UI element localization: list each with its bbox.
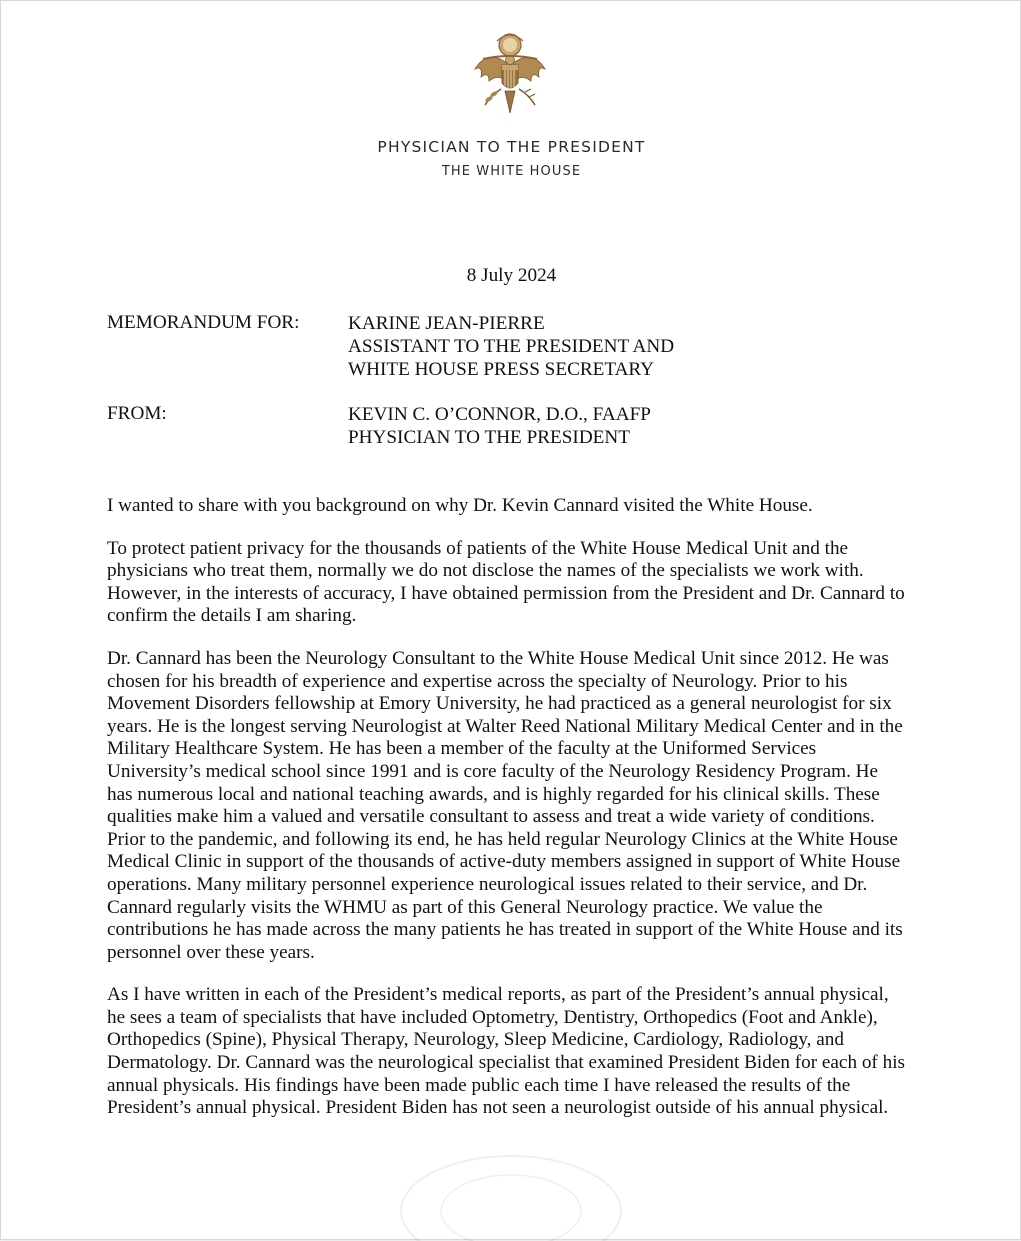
presidential-seal-icon bbox=[467, 29, 553, 121]
recipient-line: ASSISTANT TO THE PRESIDENT AND bbox=[348, 336, 675, 357]
sender-line: PHYSICIAN TO THE PRESIDENT bbox=[348, 427, 630, 448]
memo-for-recipient bbox=[348, 312, 674, 381]
memo-for-label: MEMORANDUM FOR: bbox=[107, 312, 300, 333]
body-paragraph: I wanted to share with you background on why Dr. Kevin Cannard visited the White House. bbox=[107, 495, 813, 516]
watermark-icon bbox=[391, 1151, 631, 1241]
letterhead-title: PHYSICIAN TO THE PRESIDENT bbox=[377, 138, 646, 156]
body-paragraph: To protect patient privacy for the thousands of patients of the White House Medical Unit and the physicians who treat them, normally we do not disclose the names of the specialists we work with. However, in the interests of accuracy, I have obtained permission from the President and Dr. Cannard to confirm the details I am sharing. bbox=[107, 537, 905, 627]
memo-from-label: FROM: bbox=[107, 403, 167, 424]
memo-from-sender bbox=[348, 403, 651, 449]
recipient-line: KARINE JEAN-PIERRE bbox=[348, 313, 545, 334]
recipient-line: WHITE HOUSE PRESS SECRETARY bbox=[348, 359, 655, 380]
memo-body bbox=[107, 495, 907, 1140]
body-paragraph: As I have written in each of the President’s medical reports, as part of the President’s annual physical, he sees a team of specialists that have included Optometry, Dentistry, Orthopedics (Foot and Ankle), Orthopedics (Spine), Physical Therapy, Neurology, Sleep Medicine, Cardiology, Radiology, and Dermatology. Dr. Cannard was the neurological specialist that examined President Biden for each of his annual physicals. His findings have been made public each time I have released the results of the President’s annual physical. President Biden has not seen a neurologist outside of his annual physical. bbox=[107, 984, 906, 1119]
body-paragraph: Dr. Cannard has been the Neurology Consultant to the White House Medical Unit since 2012. He was chosen for his breadth of experience and expertise across the specialty of Neurology. Prior to his Movement Disorders fellowship at Emory University, he had practiced as a general neurologist for six years. He is the longest serving Neurologist at Walter Reed National Military Medical Center and in the Military Healthcare System. He has been a member of the faculty at the Uniformed Services University’s medical school since 1991 and is core faculty of the Neurology Residency Program. He has numerous local and national teaching awards, and is highly regarded for his clinical skills. These qualities make him a valued and versatile consultant to assess and treat a wide variety of conditions. Prior to the pandemic, and following its end, he has held regular Neurology Clinics at the White House Medical Clinic in support of the thousands of active-duty members assigned in support of White House operations. Many military personnel experience neurological issues related to their service, and Dr. Cannard regularly visits the WHMU as part of this General Neurology practice. We value the contributions he has made across the many patients he has treated in support of the White House and its personnel over these years. bbox=[107, 647, 903, 963]
sender-line: KEVIN C. O’CONNOR, D.O., FAAFP bbox=[348, 404, 651, 425]
memo-date: 8 July 2024 bbox=[466, 265, 557, 286]
letterhead-subtitle: THE WHITE HOUSE bbox=[441, 164, 582, 179]
